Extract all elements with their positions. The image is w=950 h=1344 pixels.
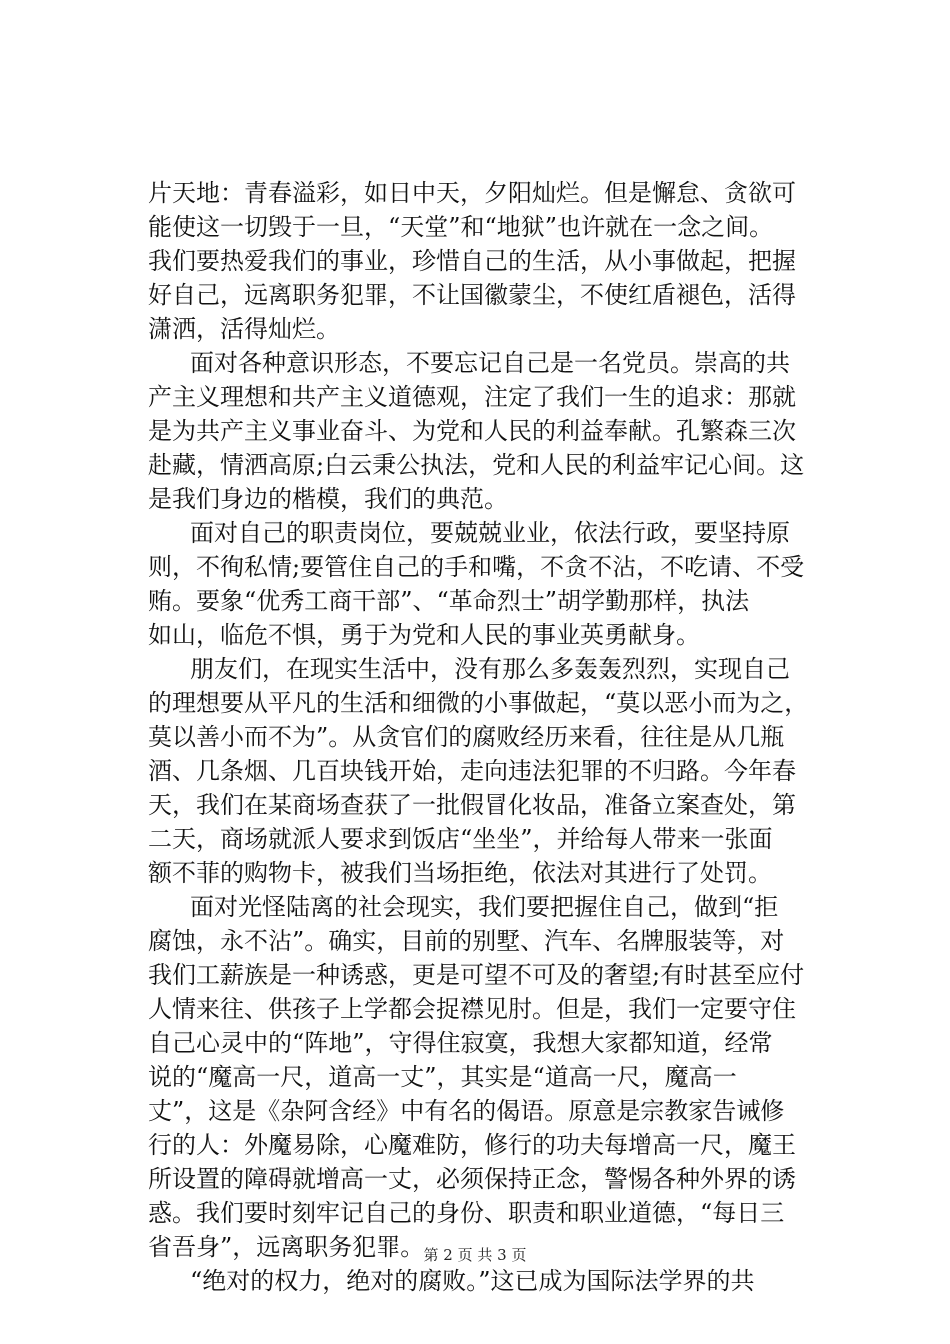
text-line: 自己心灵中的“阵地”，守得住寂寞，我想大家都知道，经常: [148, 1029, 773, 1057]
text-line: 的理想要从平凡的生活和细微的小事做起，“莫以恶小而为之，: [148, 689, 809, 717]
text-line: 二天，商场就派人要求到饭店“坐坐”，并给每人带来一张面: [148, 825, 773, 853]
text-line: 酒、几条烟、几百块钱开始，走向违法犯罪的不归路。今年春: [148, 757, 796, 785]
paragraph-continuation: [148, 176, 828, 346]
text-line: 朋友们，在现实生活中，没有那么多轰轰烈烈，实现自己: [190, 655, 790, 683]
text-line: 人情来往、供孩子上学都会捉襟见肘。但是，我们一定要守住: [148, 995, 796, 1023]
paragraph-temptation: [148, 890, 828, 1264]
text-line: 面对光怪陆离的社会现实，我们要把握住自己，做到“拒: [190, 893, 779, 921]
text-line: 我们要热爱我们的事业，珍惜自己的生活，从小事做起，把握: [148, 247, 796, 275]
text-line: 天，我们在某商场查获了一批假冒化妆品，准备立案查处，第: [148, 791, 796, 819]
text-line: 产主义理想和共产主义道德观，注定了我们一生的追求：那就: [148, 383, 796, 411]
text-line: 莫以善小而不为”。从贪官们的腐败经历来看，往往是从几瓶: [148, 723, 785, 751]
text-line: 好自己，远离职务犯罪，不让国徽蒙尘，不使红盾褪色，活得: [148, 281, 796, 309]
text-line: 贿。要象“优秀工商干部”、“革命烈士”胡学勤那样，执法: [148, 587, 750, 615]
text-line: 我们工薪族是一种诱惑，更是可望不可及的奢望;有时甚至应付: [148, 961, 805, 989]
text-line: 能使这一切毁于一旦，“天堂”和“地狱”也许就在一念之间。: [148, 213, 774, 241]
paragraph-party-member: [148, 346, 828, 516]
text-line: 潇洒，活得灿烂。: [148, 315, 340, 343]
text-line: 如山，临危不惧，勇于为党和人民的事业英勇献身。: [148, 621, 700, 649]
text-line: 所设置的障碍就增高一丈，必须保持正念，警惕各种外界的诱: [148, 1165, 796, 1193]
paragraph-friends: [148, 652, 828, 890]
text-line: 赴藏，情洒高原;白云秉公执法，党和人民的利益牢记心间。这: [148, 451, 805, 479]
text-line: 则，不徇私情;要管住自己的手和嘴，不贪不沾，不吃请、不受: [148, 553, 805, 581]
text-line: 是我们身边的楷模，我们的典范。: [148, 485, 508, 513]
body-text: [148, 176, 828, 1298]
page-number-label: 第 2 页 共 3 页: [423, 1246, 527, 1264]
text-line: 是为共产主义事业奋斗、为党和人民的利益奉献。孔繁森三次: [148, 417, 796, 445]
text-line: 腐蚀，永不沾”。确实，目前的别墅、汽车、名牌服装等，对: [148, 927, 785, 955]
text-line: 面对各种意识形态，不要忘记自己是一名党员。崇高的共: [190, 349, 790, 377]
text-line: 惑。我们要时刻牢记自己的身份、职责和职业道德，“每日三: [148, 1199, 785, 1227]
paragraph-absolute-power: [148, 1264, 828, 1298]
text-line: 片天地：青春溢彩，如日中天，夕阳灿烂。但是懈怠、贪欲可: [148, 179, 796, 207]
text-line: “绝对的权力，绝对的腐败。”这已成为国际法学界的共: [190, 1267, 755, 1295]
page-footer: [0, 1245, 950, 1265]
text-line: 省吾身”，远离职务犯罪。: [148, 1233, 425, 1261]
text-line: 说的“魔高一尺，道高一丈”，其实是“道高一尺，魔高一: [148, 1063, 737, 1091]
text-line: 丈”，这是《杂阿含经》中有名的偈语。原意是宗教家告诫修: [148, 1097, 785, 1125]
text-line: 额不菲的购物卡，被我们当场拒绝，依法对其进行了处罚。: [148, 859, 772, 887]
text-line: 行的人：外魔易除，心魔难防，修行的功夫每增高一尺，魔王: [148, 1131, 796, 1159]
paragraph-duty: [148, 516, 828, 652]
text-line: 面对自己的职责岗位，要兢兢业业，依法行政，要坚持原: [190, 519, 790, 547]
